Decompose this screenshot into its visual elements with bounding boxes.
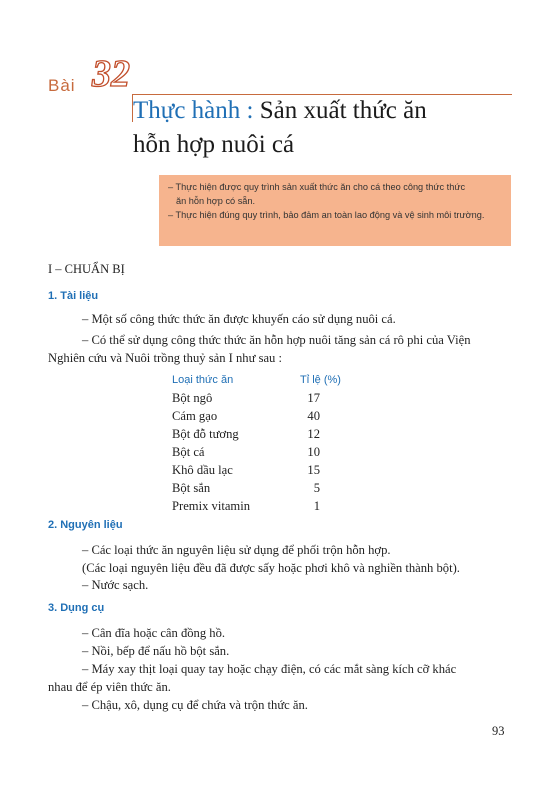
body-line: – Chậu, xô, dụng cụ để chứa và trộn thức ăn. (82, 698, 308, 712)
body-line: nhau để ép viên thức ăn. (48, 680, 171, 694)
title-line-2: hỗn hợp nuôi cá (133, 131, 295, 158)
feed-name: Bột cá (172, 445, 205, 459)
feed-name: Khô dầu lạc (172, 463, 233, 477)
body-line: – Nước sạch. (82, 578, 149, 592)
feed-ratio: 15 (307, 463, 320, 477)
page-title (133, 94, 523, 162)
feed-name: Bột ngô (172, 391, 213, 405)
feed-ratio: 5 (313, 481, 320, 495)
body-line: – Một số công thức thức ăn được khuyến cáo sử dụng nuôi cá. (82, 312, 396, 326)
subsection-heading-materials: 1. Tài liệu (48, 290, 99, 302)
feed-ratio: 40 (307, 409, 320, 423)
col-header-ratio: Tỉ lệ (%) (300, 374, 341, 386)
feed-name: Bột đỗ tương (172, 427, 239, 441)
subsection-heading-ingredients: 2. Nguyên liệu (48, 519, 123, 531)
body-line: – Nồi, bếp để nấu hồ bột sắn. (82, 644, 230, 658)
feed-formula-table (172, 371, 372, 515)
table-row (172, 497, 372, 515)
body-line: – Cân đĩa hoặc cân đồng hồ. (82, 626, 226, 640)
subsection-heading-tools: 3. Dụng cụ (48, 602, 105, 614)
table-header (172, 371, 372, 389)
section-heading: I – CHUẨN BỊ (48, 262, 125, 276)
feed-ratio: 12 (307, 427, 320, 441)
table-row (172, 443, 372, 461)
feed-name: Premix vitamin (172, 499, 251, 513)
body-line: – Có thể sử dụng công thức thức ăn hỗn hợp nuôi tăng sản cá rô phi của Viện (82, 333, 471, 347)
feed-ratio: 17 (307, 391, 320, 405)
objective-line: – Thực hiện được quy trình sản xuất thức ăn cho cá theo công thức thức (168, 182, 466, 192)
feed-name: Bột sắn (172, 481, 211, 495)
table-row (172, 479, 372, 497)
title-prefix: Thực hành : (133, 97, 254, 124)
page-number: 93 (492, 724, 505, 738)
objective-line: ăn hỗn hợp có sẵn. (176, 196, 256, 206)
body-line: (Các loại nguyên liệu đều đã được sấy hoặc phơi khô và nghiền thành bột). (82, 561, 460, 575)
objectives-box (159, 175, 511, 246)
body-line: – Máy xay thịt loại quay tay hoặc chạy điện, có các mắt sàng kích cỡ khác (82, 662, 457, 676)
feed-ratio: 1 (313, 499, 320, 513)
table-row (172, 461, 372, 479)
title-line-1 (133, 94, 523, 128)
feed-name: Cám gạo (172, 409, 218, 423)
table-row (172, 407, 372, 425)
col-header-feed: Loại thức ăn (172, 374, 234, 386)
title-line1-rest: Sản xuất thức ăn (253, 97, 427, 124)
body-line: – Các loại thức ăn nguyên liệu sử dụng để phối trộn hỗn hợp. (82, 543, 391, 557)
feed-ratio: 10 (307, 445, 320, 459)
objective-line: – Thực hiện đúng quy trình, bảo đảm an toàn lao động và vệ sinh môi trường. (168, 210, 485, 220)
body-line: Nghiên cứu và Nuôi trồng thuỷ sản I như sau : (48, 351, 283, 365)
lesson-label: Bài (48, 76, 76, 95)
lesson-number: 32 (92, 53, 130, 95)
table-row (172, 425, 372, 443)
table-row (172, 389, 372, 407)
